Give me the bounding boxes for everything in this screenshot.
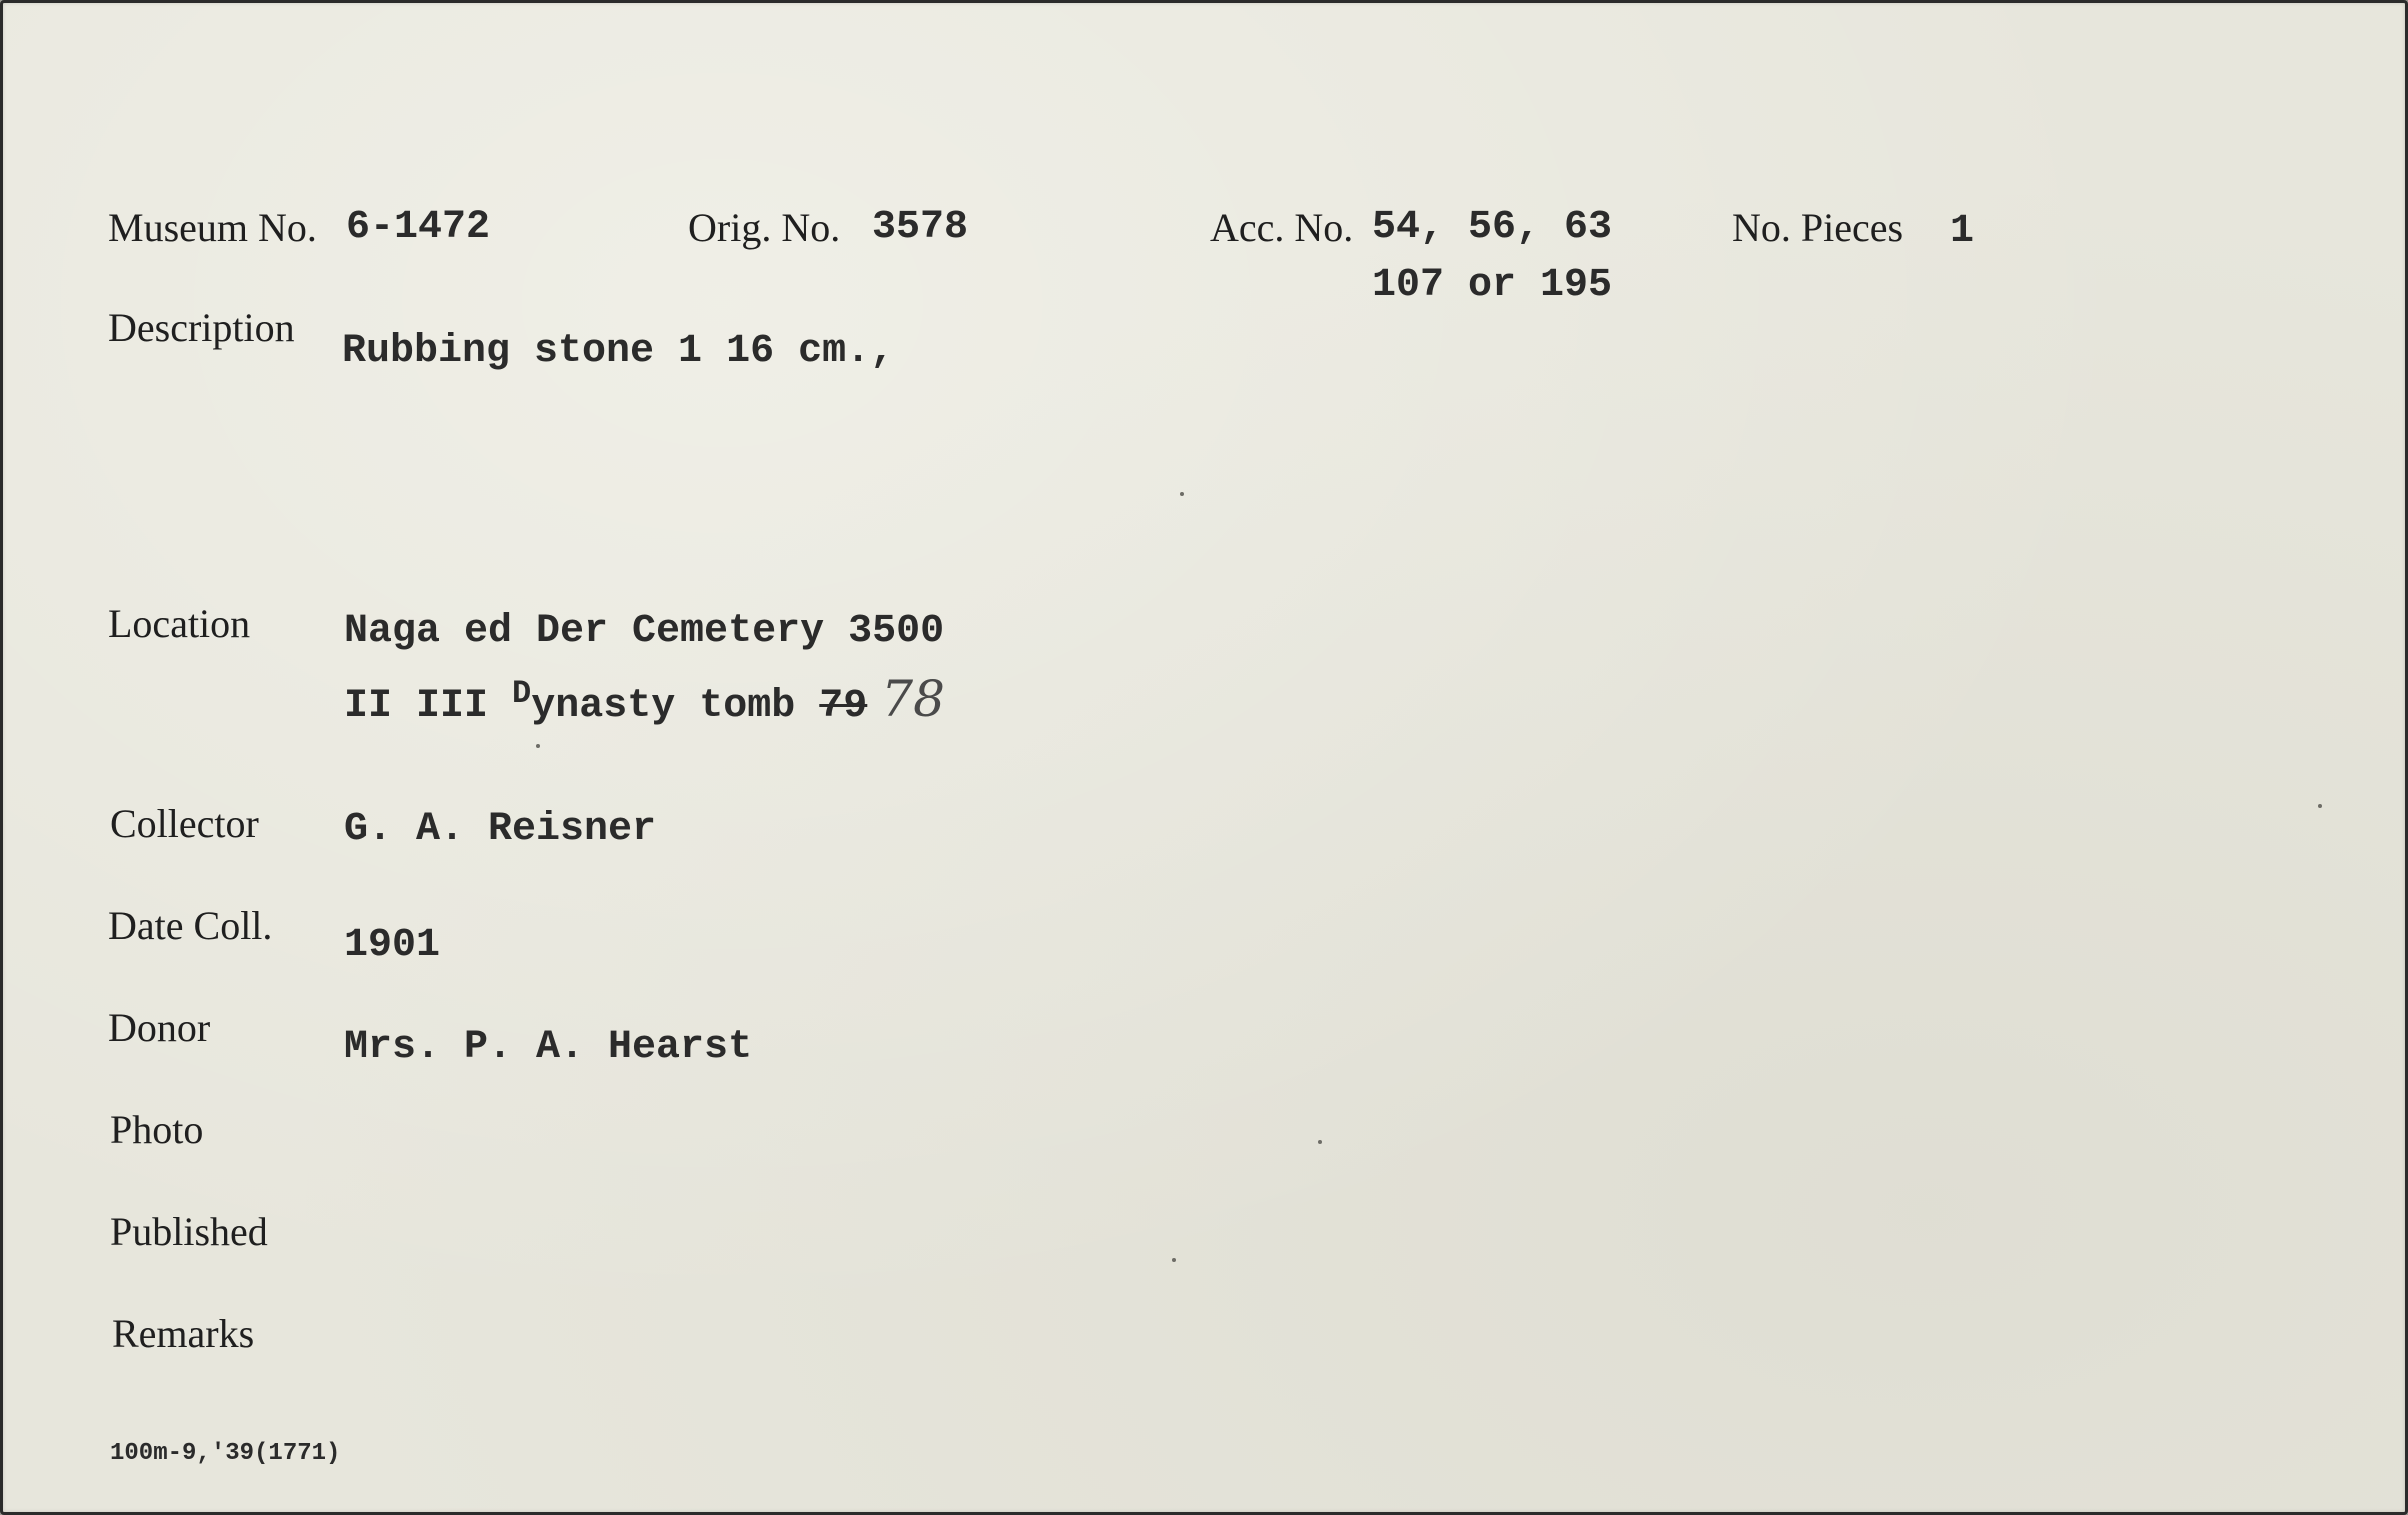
location-line2: [344, 670, 945, 729]
paper-speck: [1172, 1258, 1176, 1262]
paper-speck: [2318, 804, 2322, 808]
orig-no-value: 3578: [872, 205, 969, 250]
description-value: Rubbing stone 1 16 cm.,: [342, 329, 895, 374]
location-struck-number: 79: [819, 684, 868, 729]
date-coll-value: 1901: [344, 923, 441, 968]
acc-no-label: Acc. No.: [1210, 205, 1354, 250]
collector-value: G. A. Reisner: [344, 807, 657, 852]
location-label: Location: [108, 601, 251, 646]
acc-no-value-line2: 107 or 195: [1372, 263, 1613, 308]
description-label: Description: [108, 305, 295, 350]
paper-speck: [1180, 492, 1184, 496]
published-label: Published: [110, 1209, 268, 1254]
paper-speck: [1318, 1140, 1322, 1144]
location-line2-sup: D: [512, 675, 532, 712]
no-pieces-value: 1: [1950, 209, 1975, 254]
location-handwritten-number: 78: [881, 670, 945, 728]
location-line2-rest: ynasty tomb: [531, 684, 820, 729]
remarks-label: Remarks: [112, 1311, 255, 1356]
location-line2-prefix: II III: [344, 684, 513, 729]
acc-no-value-line1: 54, 56, 63: [1372, 205, 1613, 250]
donor-label: Donor: [108, 1005, 211, 1050]
donor-value: Mrs. P. A. Hearst: [344, 1025, 753, 1070]
paper-speck: [536, 744, 540, 748]
museum-no-value: 6-1472: [346, 205, 491, 250]
museum-no-label: Museum No.: [108, 205, 317, 250]
orig-no-label: Orig. No.: [688, 205, 841, 250]
photo-label: Photo: [110, 1107, 204, 1152]
collector-label: Collector: [110, 801, 259, 846]
card-footer-code: 100m-9,'39(1771): [110, 1440, 341, 1467]
no-pieces-label: No. Pieces: [1732, 205, 1904, 250]
location-line1: Naga ed Der Cemetery 3500: [344, 609, 945, 654]
date-coll-label: Date Coll.: [108, 903, 273, 948]
